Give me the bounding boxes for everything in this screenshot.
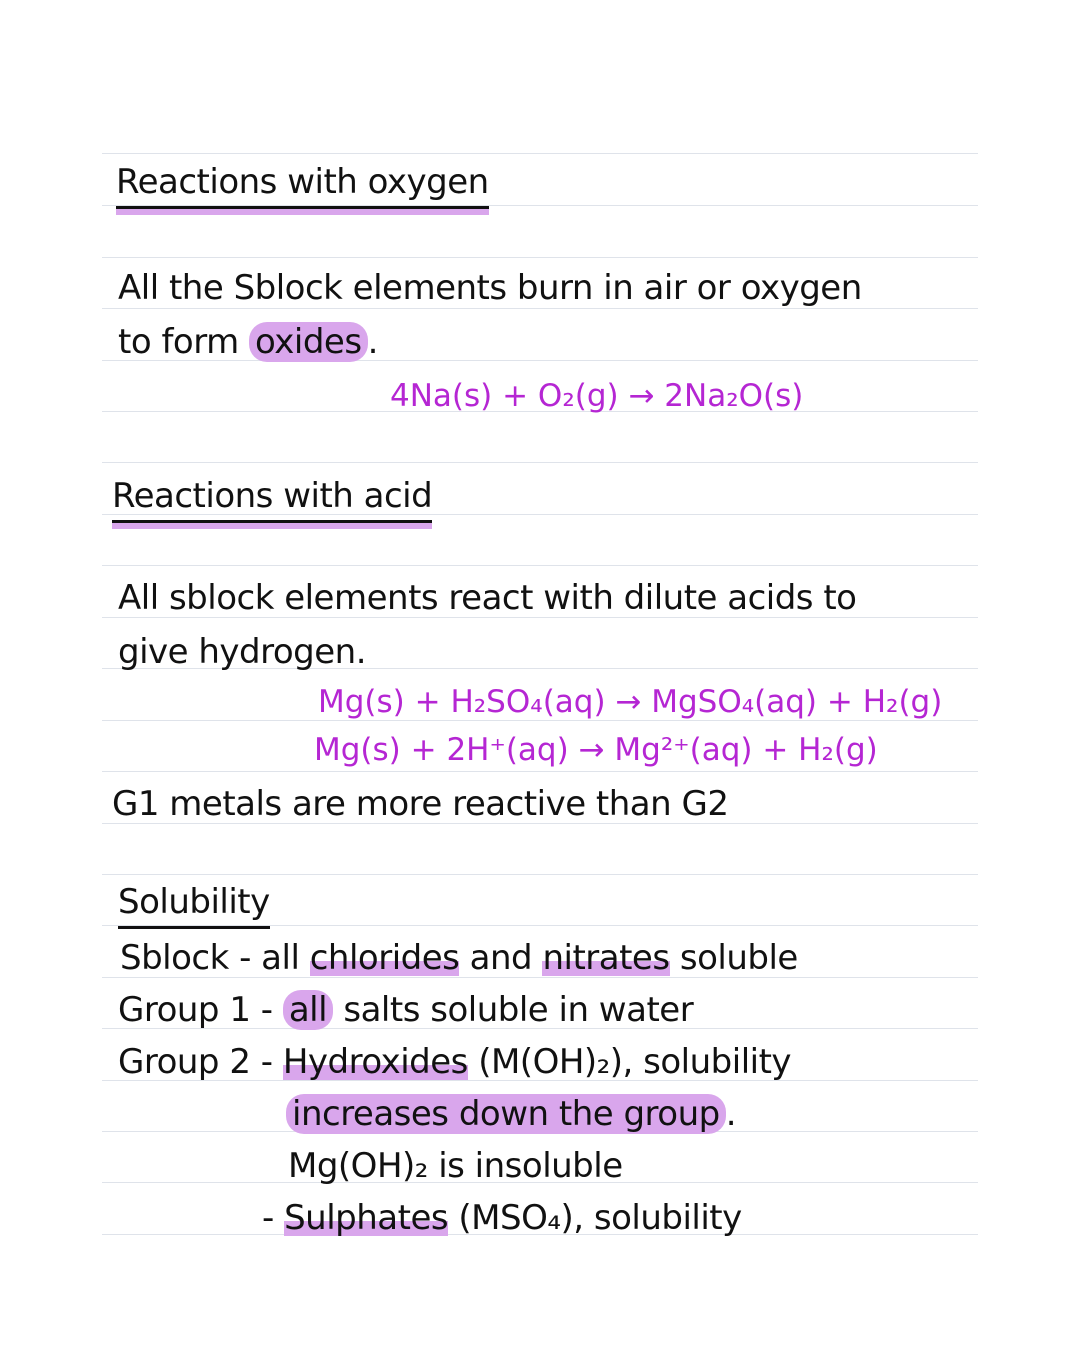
heading-text: Solubility: [118, 880, 270, 929]
text: Group 2 -: [118, 1042, 283, 1082]
oxygen-text-line-2: [118, 320, 378, 364]
acid-text: give hydrogen.: [118, 632, 367, 672]
text: soluble: [669, 938, 798, 978]
highlight-hydroxides: Hydroxides: [282, 1042, 468, 1082]
reactivity-note: [112, 782, 728, 826]
text: salts soluble in water: [333, 990, 694, 1030]
equation-text: Mg(s) + 2H⁺(aq) → Mg²⁺(aq) + H₂(g): [314, 732, 878, 768]
equation-mg-sulfuric-acid: [318, 680, 942, 724]
text: .: [725, 1094, 737, 1134]
solubility-group-2-line-2: [286, 1092, 736, 1136]
oxygen-text: All the Sblock elements burn in air or oxygen: [118, 268, 862, 308]
text: and: [459, 938, 543, 978]
text: Group 1 -: [118, 990, 283, 1030]
oxygen-text-suffix: .: [367, 322, 378, 362]
oxygen-text-prefix: to form: [118, 322, 250, 362]
acid-text: All sblock elements react with dilute acids to: [118, 578, 857, 618]
solubility-group-1: [118, 988, 693, 1032]
highlight-increases-down-the-group: increases down the group: [286, 1094, 726, 1134]
text: Mg(OH)₂ is insoluble: [288, 1146, 623, 1186]
equation-text: Mg(s) + H₂SO₄(aq) → MgSO₄(aq) + H₂(g): [318, 684, 943, 720]
heading-text: Reactions with oxygen: [116, 160, 489, 209]
highlight-sulphates: Sulphates: [284, 1198, 449, 1238]
solubility-group-2-line-3: [288, 1144, 623, 1188]
equation-mg-ionic: [314, 728, 878, 772]
acid-text-line-1: [118, 576, 856, 620]
highlight-chlorides: chlorides: [309, 938, 460, 978]
highlight-all: all: [283, 990, 333, 1030]
solubility-sblock: [120, 936, 798, 980]
oxygen-text-line-1: [118, 266, 862, 310]
equation-text: 4Na(s) + O₂(g) → 2Na₂O(s): [390, 378, 804, 414]
acid-text-line-2: [118, 630, 366, 674]
heading-reactions-with-acid: [112, 474, 432, 523]
equation-sodium-oxide: [390, 374, 803, 418]
solubility-group-2-line-4: [262, 1196, 742, 1240]
note-text: G1 metals are more reactive than G2: [112, 784, 729, 824]
text: -: [262, 1198, 285, 1238]
text: (M(OH)₂), solubility: [467, 1042, 792, 1082]
highlight-oxides: oxides: [249, 322, 368, 362]
heading-reactions-with-oxygen: [116, 160, 489, 209]
text: Sblock - all: [120, 938, 310, 978]
text: (MSO₄), solubility: [448, 1198, 742, 1238]
heading-solubility: [118, 880, 270, 929]
highlight-nitrates: nitrates: [542, 938, 670, 978]
solubility-group-2: [118, 1040, 791, 1084]
heading-text: Reactions with acid: [112, 474, 432, 523]
